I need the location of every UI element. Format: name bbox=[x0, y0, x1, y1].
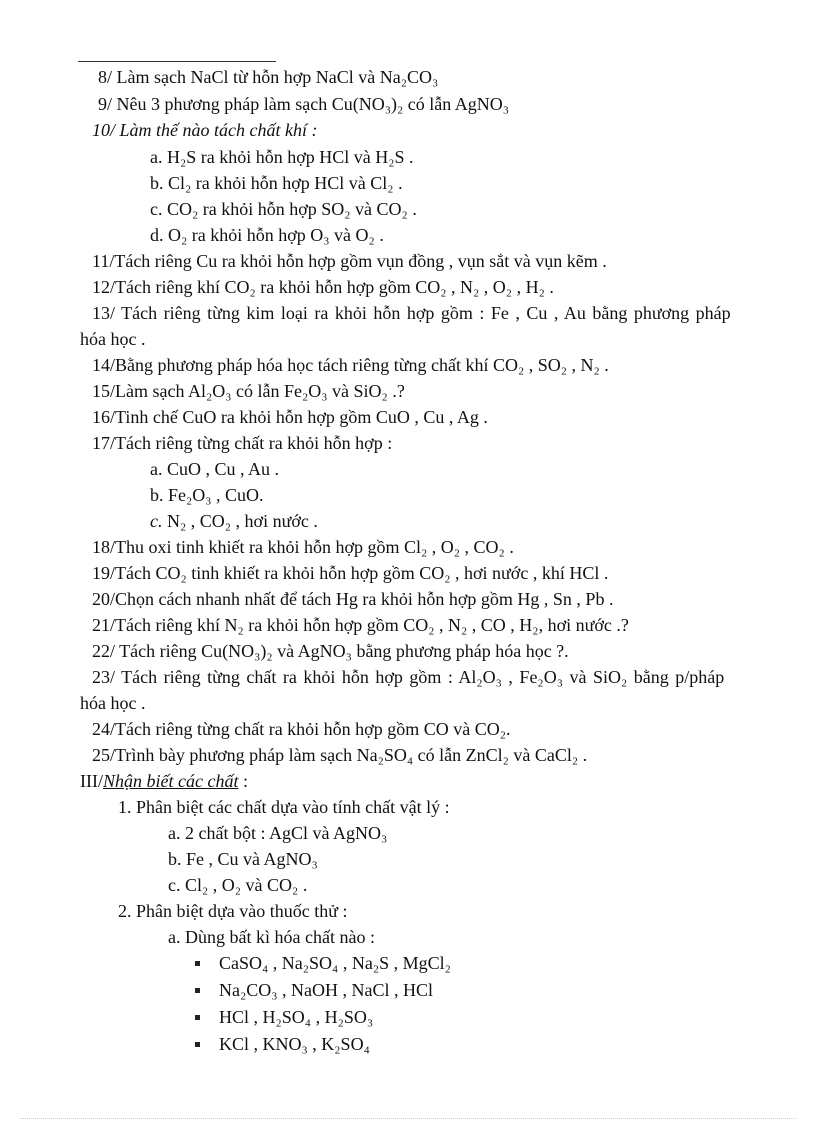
item-1c: c. Cl₂ , O₂ và CO₂ . bbox=[168, 875, 308, 895]
bullet-square-icon bbox=[195, 988, 200, 993]
exercise-17c-label: c. bbox=[150, 511, 163, 531]
section-3-heading bbox=[80, 770, 248, 792]
exercise-17c-text: N₂ , CO₂ , hơi nước . bbox=[167, 511, 318, 531]
exercise-17: 17/Tách riêng từng chất ra khỏi hỗn hợp : bbox=[92, 433, 393, 453]
exercise-18: 18/Thu oxi tinh khiết ra khỏi hỗn hợp gồm Cl₂ , O₂ , CO₂ . bbox=[92, 537, 514, 557]
exercise-11: 11/Tách riêng Cu ra khỏi hỗn hợp gồm vụn đồng , vụn sắt và vụn kẽm . bbox=[92, 251, 607, 271]
page-bottom-border bbox=[20, 1118, 796, 1119]
item-1b: b. Fe , Cu và AgNO₃ bbox=[168, 849, 318, 869]
exercise-24: 24/Tách riêng từng chất ra khỏi hỗn hợp gồm CO và CO₂. bbox=[92, 719, 511, 739]
section-3-number: III/ bbox=[80, 771, 103, 791]
exercise-16: 16/Tinh chế CuO ra khỏi hỗn hợp gồm CuO , Cu , Ag . bbox=[92, 407, 488, 427]
exercise-21: 21/Tách riêng khí N₂ ra khỏi hỗn hợp gồm CO₂ , N₂ , CO , H₂, hơi nước .? bbox=[92, 615, 629, 635]
bullet-square-icon bbox=[195, 1042, 200, 1047]
exercise-9: 9/ Nêu 3 phương pháp làm sạch Cu(NO₃)₂ có lẫn AgNO₃ bbox=[98, 94, 510, 114]
item-2a: a. Dùng bất kì hóa chất nào : bbox=[168, 927, 375, 947]
exercise-13-line2: hóa học . bbox=[80, 329, 146, 349]
exercise-17b: b. Fe₂O₃ , CuO. bbox=[150, 485, 264, 505]
exercise-10c: c. CO₂ ra khỏi hỗn hợp SO₂ và CO₂ . bbox=[150, 199, 417, 219]
exercise-25: 25/Trình bày phương pháp làm sạch Na₂SO₄ có lẫn ZnCl₂ và CaCl₂ . bbox=[92, 745, 588, 765]
section-3-title: Nhận biết các chất bbox=[102, 771, 239, 791]
exercise-22: 22/ Tách riêng Cu(NO₃)₂ và AgNO₃ bằng phương pháp hóa học ?. bbox=[92, 641, 569, 661]
exercise-8: 8/ Làm sạch NaCl từ hỗn hợp NaCl và Na₂CO₃ bbox=[98, 67, 439, 87]
item-2: 2. Phân biệt dựa vào thuốc thử : bbox=[118, 901, 348, 921]
bullet-item-1: CaSO₄ , Na₂SO₄ , Na₂S , MgCl₂ bbox=[219, 953, 451, 973]
exercise-10b: b. Cl₂ ra khỏi hỗn hợp HCl và Cl₂ . bbox=[150, 173, 403, 193]
exercise-15: 15/Làm sạch Al₂O₃ có lẫn Fe₂O₃ và SiO₂ .? bbox=[92, 381, 405, 401]
exercise-20: 20/Chọn cách nhanh nhất để tách Hg ra khỏi hỗn hợp gồm Hg , Sn , Pb . bbox=[92, 589, 614, 609]
exercise-10d: d. O₂ ra khỏi hỗn hợp O₃ và O₂ . bbox=[150, 225, 384, 245]
bullet-item-2: Na₂CO₃ , NaOH , NaCl , HCl bbox=[219, 980, 434, 1000]
exercise-12: 12/Tách riêng khí CO₂ ra khỏi hỗn hợp gồm CO₂ , N₂ , O₂ , H₂ . bbox=[92, 277, 554, 297]
item-1: 1. Phân biệt các chất dựa vào tính chất vật lý : bbox=[118, 797, 450, 817]
bullet-item-3: HCl , H₂SO₄ , H₂SO₃ bbox=[219, 1007, 374, 1027]
top-rule bbox=[78, 61, 276, 62]
exercise-17a: a. CuO , Cu , Au . bbox=[150, 459, 280, 479]
exercise-13-line1: 13/ Tách riêng từng kim loại ra khỏi hỗn hợp gồm : Fe , Cu , Au bằng phương pháp bbox=[92, 303, 731, 323]
bullet-square-icon bbox=[195, 1015, 200, 1020]
section-3-colon: : bbox=[238, 771, 248, 791]
exercise-23-line2: hóa học . bbox=[80, 693, 146, 713]
item-1a: a. 2 chất bột : AgCl và AgNO₃ bbox=[168, 823, 388, 843]
exercise-10: 10/ Làm thế nào tách chất khí : bbox=[92, 120, 318, 140]
exercise-10a: a. H₂S ra khỏi hỗn hợp HCl và H₂S . bbox=[150, 147, 414, 167]
exercise-14: 14/Bằng phương pháp hóa học tách riêng từng chất khí CO₂ , SO₂ , N₂ . bbox=[92, 355, 609, 375]
exercise-23-line1: 23/ Tách riêng từng chất ra khỏi hỗn hợp gồm : Al₂O₃ , Fe₂O₃ và SiO₂ bằng p/pháp bbox=[92, 667, 725, 687]
exercise-19: 19/Tách CO₂ tinh khiết ra khỏi hỗn hợp gồm CO₂ , hơi nước , khí HCl . bbox=[92, 563, 609, 583]
bullet-square-icon bbox=[195, 961, 200, 966]
exercise-17c bbox=[150, 510, 318, 532]
bullet-item-4: KCl , KNO₃ , K₂SO₄ bbox=[219, 1034, 370, 1054]
